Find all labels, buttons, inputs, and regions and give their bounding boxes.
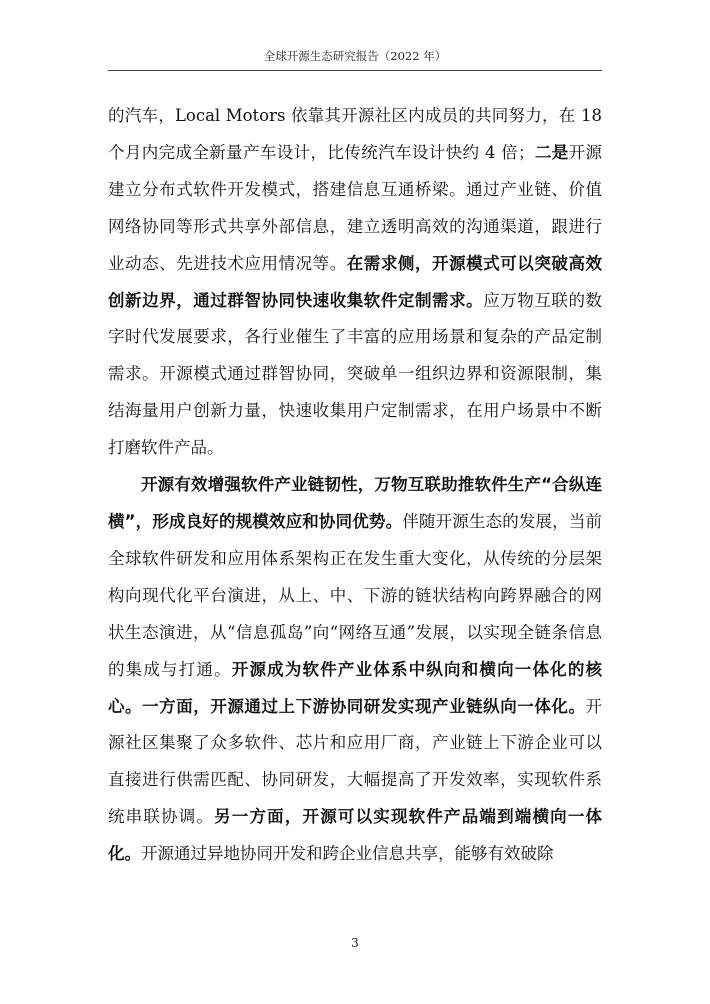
page-number: 3 xyxy=(351,936,359,950)
text-segment: 的汽车，Local Motors 依靠其开源社区内成员的共同努力，在 18 个月内完成全新量产车设计，比传统汽车设计快约 4 倍； xyxy=(108,106,602,162)
bold-text-segment: 开源成为软件产业体系中纵向和横向一体化的核心。一方面，开源通过上下游协同研发实现产业链纵向一体化。 xyxy=(108,659,603,716)
text-segment: 伴随开源生态的发展，当前全球软件研发和应用体系架构正在发生重大变化，从传统的分层架构向现代化平台演进，从上、中、下游的链状结构向跨界融合的网状生态演进，从“信息孤岛”向“网络互通”发展，以实现全链条信息的集成与打通。 xyxy=(108,511,602,679)
body-text xyxy=(108,98,602,873)
text-segment: 开源通过异地协同开发和跨企业信息共享，能够有效破除 xyxy=(141,844,554,864)
paragraph-1 xyxy=(108,98,602,467)
text-segment: 应万物互联的数字时代发展要求，各行业催生了丰富的应用场景和复杂的产品定制需求。开源模式通过群智协同，突破单一组织边界和资源限制，集结海量用户创新力量，快速收集用户定制需求，在用户场景中不断打磨软件产品。 xyxy=(108,290,603,458)
bold-text-segment: 开源有效增强软件产业链韧性，万物互联助推软件生产“合纵连横”，形成良好的规模效应和协同优势。 xyxy=(108,475,602,531)
text-segment: 开源社区集聚了众多软件、芯片和应用厂商，产业链上下游企业可以直接进行供需匹配、协同研发，大幅提高了开发效率，实现软件系统串联协调。 xyxy=(108,696,602,827)
bold-text-segment: 二是 xyxy=(534,142,569,162)
bold-text-segment: 在需求侧，开源模式可以突破高效创新边界，通过群智协同快速收集软件定制需求。 xyxy=(108,253,603,310)
running-header-title: 全球开源生态研究报告（2022 年） xyxy=(263,49,447,63)
paragraph-2 xyxy=(108,467,602,873)
text-segment: 开源建立分布式软件开发模式，搭建信息互通桥梁。通过产业链、价值网络协同等形式共享外部信息，建立透明高效的沟通渠道，跟进行业动态、先进技术应用情况等。 xyxy=(108,142,603,273)
bold-text-segment: 另一方面，开源可以实现软件产品端到端横向一体化。 xyxy=(108,807,603,864)
header-rule xyxy=(108,70,602,71)
